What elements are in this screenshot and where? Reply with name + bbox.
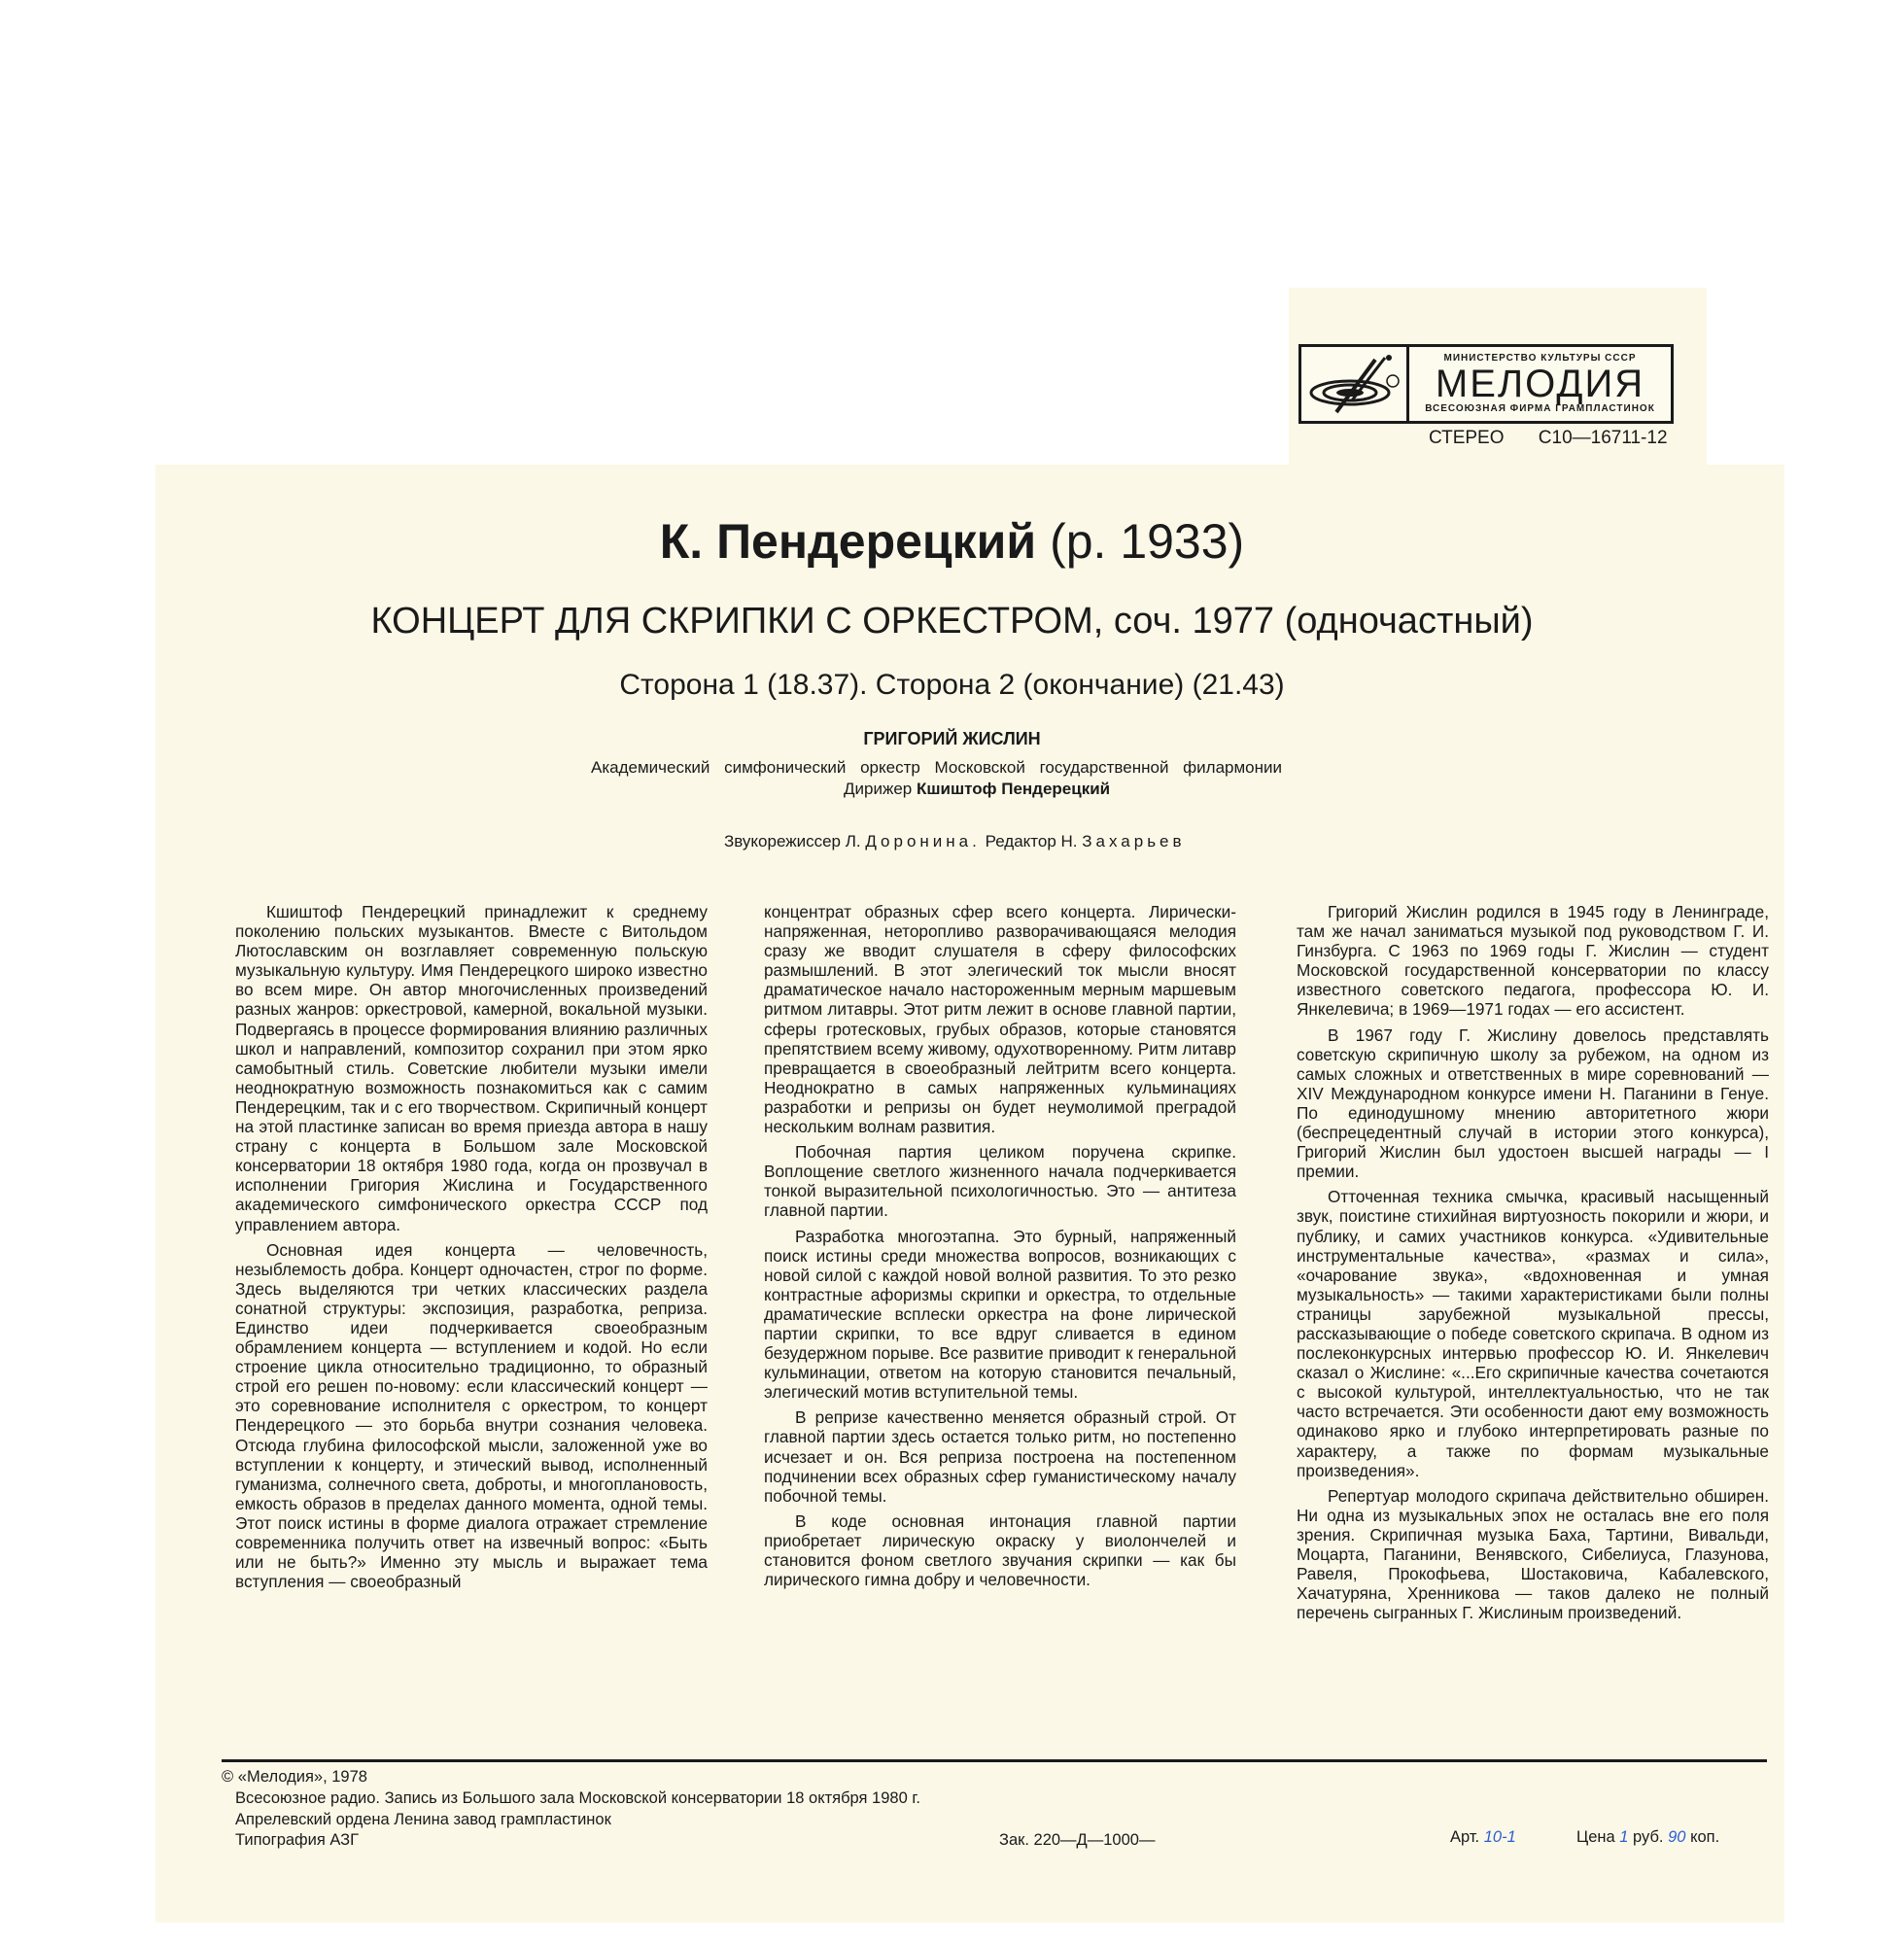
production-credits — [724, 832, 1186, 851]
melodiya-logo — [1298, 344, 1674, 424]
paragraph: В репризе качественно меняется образный строй. От главной партии здесь остается только ритм, но постепенно исчезает и он. Вся реприза построена на постепенном подчинении всех образных сфер гуманистическому началу побочной темы. — [764, 1407, 1236, 1506]
text-column-3 — [1297, 902, 1769, 1622]
firm-line: ВСЕСОЮЗНАЯ ФИРМА ГРАМПЛАСТИНОК — [1425, 403, 1655, 414]
paragraph: Репертуар молодого скрипача действительно обширен. Ни одна из музыкальных эпох не осталась вне его поля зрения. Скрипичная музыка Баха, Тартини, Вивальди, Моцарта, Паганини, Венявского, Сибелиуса, Глазунова, Равеля, Прокофьева, Шостаковича, Кабалевского, Хачатуряна, Хренникова — таков далеко не полный перечень сыгранных Г. Жислиным произведений. — [1297, 1485, 1769, 1623]
paragraph: Отточенная техника смычка, красивый насыщенный звук, поистине стихийная виртуозность покорили и жюри, и публику, и самих участников конкурса. «Удивительные инструментальные качества», «размах и сила», «очарование звука», «вдохновенная и умная музыкальность» — такими характеристиками были полны страницы зарубежной музыкальной прессы, рассказывающие о победе советского скрипача. В одном из послеконкурсных интервью профессор Ю. И. Янкелевич сказал о Жислине: «...Его скрипичные качества сочетаются с высокой культурой, интеллектуальностью, что не так часто встречается. Эти особенности дают ему возможность одинаково ярко и глубоко интерпретировать разные по характеру, а также по формам музыкальные произведения». — [1297, 1187, 1769, 1480]
editor-label: Редактор Н. — [985, 832, 1078, 850]
text-column-2 — [764, 902, 1236, 1589]
price — [1576, 1827, 1719, 1847]
conductor-name: Кшиштоф Пендерецкий — [916, 780, 1111, 798]
format-label: СТЕРЕО — [1429, 428, 1505, 448]
conductor-label: Дирижер — [844, 780, 913, 798]
paragraph: Побочная партия целиком поручена скрипке. Воплощение светлого жизненного начала подчеркивается тонкой выразительной психологичностью. Это — антитеза главной партии. — [764, 1142, 1236, 1221]
ministry-line: МИНИСТЕРСТВО КУЛЬТУРЫ СССР — [1443, 353, 1637, 364]
engineer-name: Доронина. — [865, 832, 981, 850]
paragraph: Григорий Жислин родился в 1945 году в Ленинграде, там же начал заниматься музыкой под руководством Г. И. Гинзбурга. С 1963 по 1969 годы Г. Жислин — студент Московской государственной консерватории по классу известного советского педагога, профессора Ю. И. Янкелевича; в 1969—1971 годах — его ассистент. — [1297, 902, 1769, 1020]
paragraph: концентрат образных сфер всего концерта. Лирически-напряженная, неторопливо разворачивающаяся мелодия сразу же вводит слушателя в сферу философских размышлений. В этот элегический ток мысли вносят драматическое начало настороженным мерным маршевым ритмом литавры. Этот ритм лежит в основе главной партии, сферы гротесковых, грубых образов, которые становятся препятствием всему живому, одухотворенному. Ритм литавр превращается в своеобразный лейтритм всего концерта. Неоднократно в самых напряженных кульминациях разработки и репризы он будет неумолимой преградой нескольким волнам развития. — [764, 902, 1236, 1137]
paragraph: В 1967 году Г. Жислину довелось представлять советскую скрипичную школу за рубежом, на одном из самых сложных и ответственных в мире соревнований — XIV Международном конкурсе имени Н. Паганини в Генуе. По единодушному мнению авторитетного жюри (беспрецедентный случай в истории этого конкурса), Григорий Жислин был удостоен высшей награды — I премии. — [1297, 1024, 1769, 1182]
work-title: КОНЦЕРТ ДЛЯ СКРИПКИ С ОРКЕСТРОМ, соч. 1977 (одночастный) — [370, 601, 1534, 642]
article-label: Арт. — [1450, 1828, 1480, 1846]
plant-info: Апрелевский ордена Ленина завод грампластинок — [235, 1811, 611, 1828]
footer-divider — [222, 1759, 1767, 1762]
engineer-label: Звукорежиссер Л. — [724, 832, 861, 850]
order-number: Зак. 220—Д—1000— — [999, 1831, 1156, 1849]
soloist: ГРИГОРИЙ ЖИСЛИН — [863, 729, 1041, 748]
composer-name: К. Пендерецкий — [659, 514, 1037, 569]
conductor-line — [844, 780, 1110, 799]
catalog-number: С10—16711-12 — [1538, 428, 1668, 448]
editor-name: Захарьев — [1082, 832, 1186, 850]
side-durations: Сторона 1 (18.37). Сторона 2 (окончание) (21.43) — [619, 669, 1285, 701]
copyright-icon: © — [222, 1768, 234, 1786]
composer-years: (р. 1933) — [1050, 514, 1245, 569]
brand-name: МЕЛОДИЯ — [1435, 363, 1645, 405]
copyright-text: «Мелодия», 1978 — [237, 1768, 367, 1786]
recording-info: Всесоюзное радио. Запись из Большого зала Московской консерватории 18 октября 1980 г. — [235, 1789, 920, 1807]
article-value: 10-1 — [1483, 1828, 1516, 1846]
text-column-1 — [235, 902, 708, 1591]
printer-info: Типография АЗГ — [235, 1831, 360, 1849]
composer-title — [0, 513, 1904, 570]
kop-label: коп. — [1690, 1828, 1720, 1846]
catalog-line — [1429, 428, 1668, 449]
price-label: Цена — [1576, 1828, 1615, 1846]
orchestra: Академический симфонический оркестр Московской государственной филармонии — [591, 758, 1282, 777]
copyright — [222, 1767, 367, 1787]
price-kop: 90 — [1668, 1828, 1686, 1846]
price-rub: 1 — [1619, 1828, 1629, 1846]
paragraph: Разработка многоэтапна. Это бурный, напряженный поиск истины среди множества вопросов, возникающих с новой силой с каждой новой волной развития. То это резко контрастные афоризмы скрипки и оркестра, то отдельные драматические всплески оркестра на фоне лирической партии скрипки, то все вдруг сливается в едином безудержном порыве. Все развитие приводит к генеральной кульминации, ответом на которую становится печальный, элегический мотив вступительной темы. — [764, 1226, 1236, 1403]
paragraph: В коде основная интонация главной партии приобретает лирическую окраску у виолончелей и становится фоном светлого звучания скрипки — как бы лирического гимна добру и человечности. — [764, 1510, 1236, 1590]
paragraph: Кшиштоф Пендерецкий принадлежит к среднему поколению польских музыкантов. Вместе с Витольдом Лютославским он возглавляет современную польскую музыкальную культуру. Имя Пендерецкого широко известно во всем мире. Он автор многочисленных произведений разных жанров: оркестровой, камерной, вокальной музыки. Подвергаясь в процессе формирования влиянию различных школ и направлений, композитор сохранил при этом ярко самобытный стиль. Советские любители музыки имели неоднократную возможность познакомиться как с самим Пендерецким, так и с его творчеством. Скрипичный концерт на этой пластинке записан во время приезда автора в нашу страну с концерта в Большом зале Московской консерватории 18 октября 1980 года, когда он прозвучал в исполнении Григория Жислина и Государственного академического симфонического оркестра СССР под управлением автора. — [235, 902, 708, 1234]
article-number — [1450, 1827, 1516, 1847]
rub-label: руб. — [1633, 1828, 1664, 1846]
record-emblem-icon — [1301, 347, 1409, 421]
paragraph: Основная идея концерта — человечность, незыблемость добра. Концерт одночастен, строг по форме. Здесь выделяются три четких классических раздела сонатной структуры: экспозиция, разработка, реприза. Единство идеи подчеркивается своеобразным обрамлением концерта — вступлением и кодой. Но если строение цикла относительно традиционно, то образный строй его решен по-новому: если классический концерт — это соревнование исполнителя с оркестром, то концерт Пендерецкого — это борьба внутри сознания человека. Отсюда глубина философской мысли, заложенной уже во вступлении к концерту, и этический вывод, исполненный гуманизма, солнечного света, доброты, и многоплановость, емкость образов в пределах данного момента, одной темы. Этот поиск истины в форме диалога отражает стремление современника получить ответ на извечный вопрос: «Быть или не быть?» Именно эту мысль и выражает тема вступления — своеобразный — [235, 1239, 708, 1592]
